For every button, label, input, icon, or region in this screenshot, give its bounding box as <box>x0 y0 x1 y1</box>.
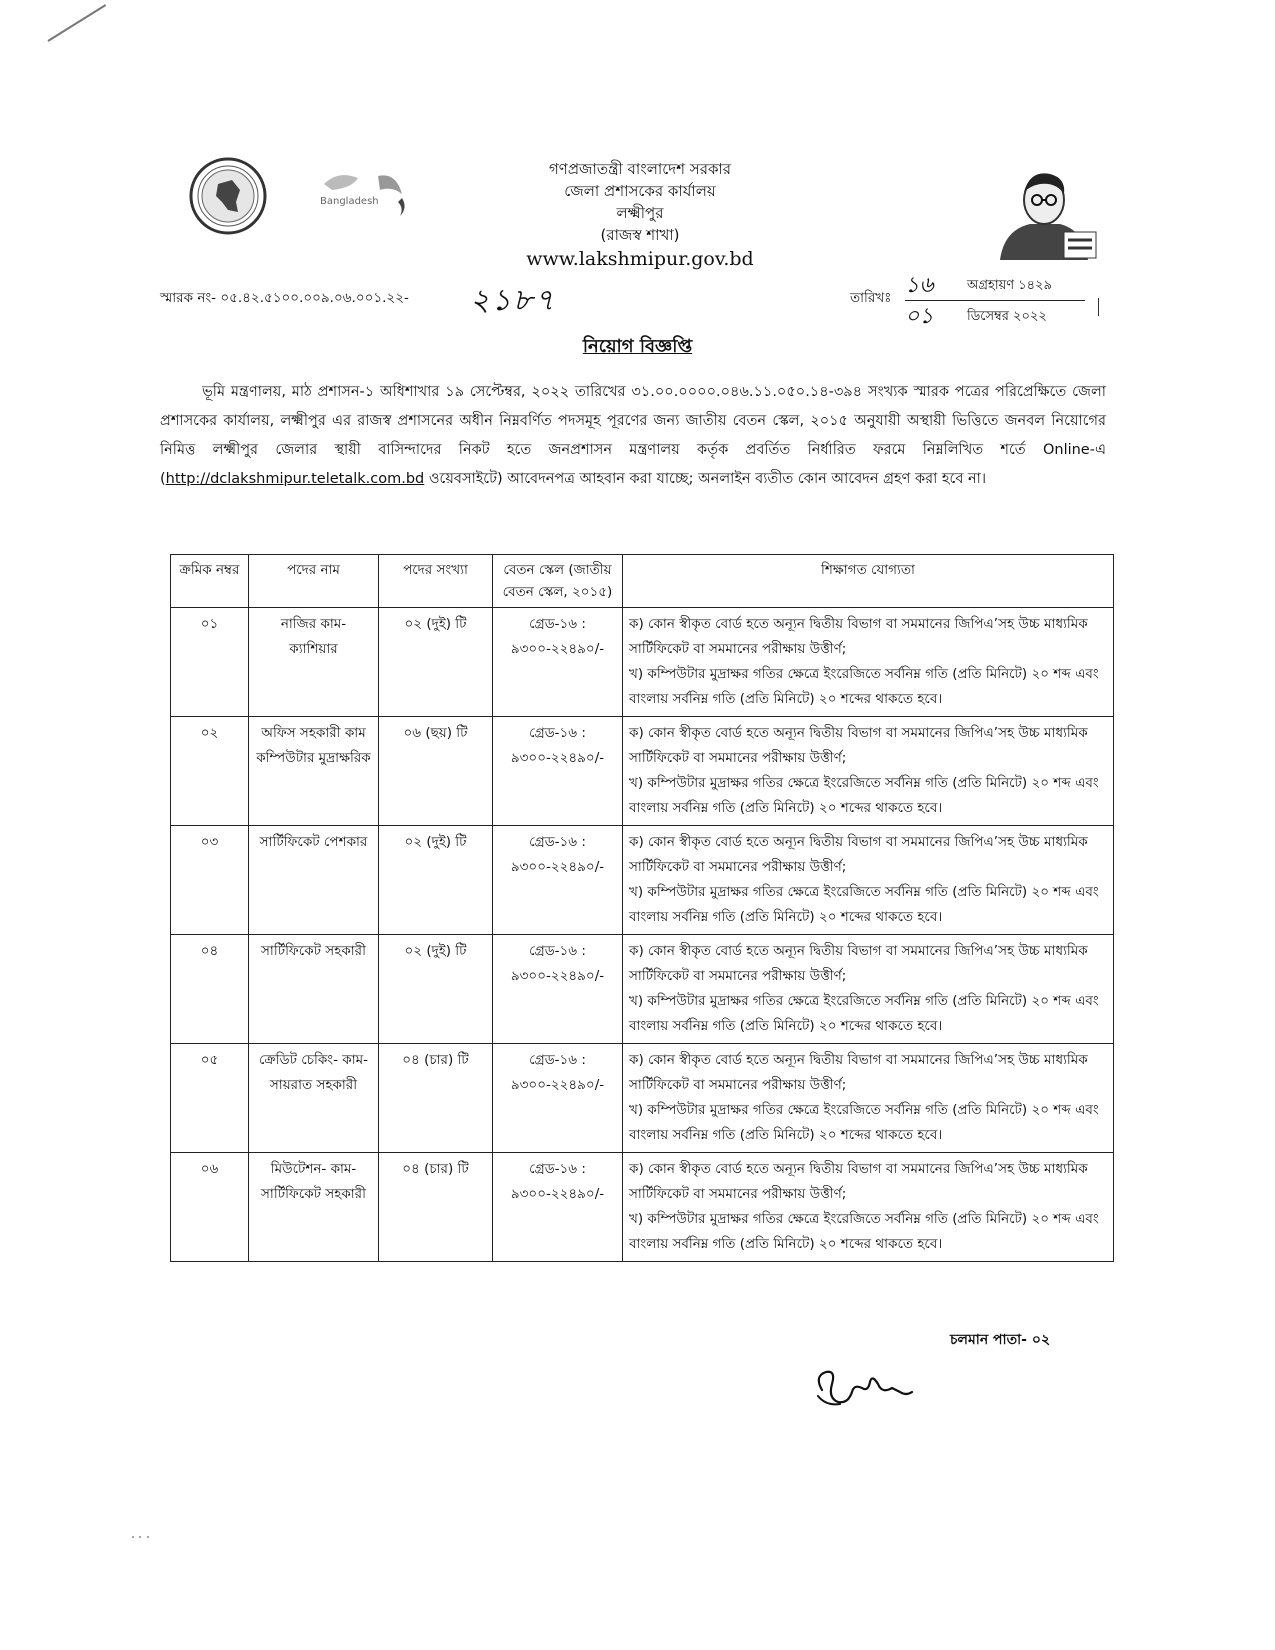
english-date-day: ০১ <box>905 304 934 329</box>
date-block <box>905 272 1070 329</box>
row-serial: ০২ <box>171 717 249 826</box>
row-grade: গ্রেড-১৬ : <box>529 616 586 632</box>
posts-table <box>170 554 1114 1262</box>
row-qualification <box>623 1153 1114 1262</box>
row-scale <box>493 935 623 1044</box>
qualification-a: ক) কোন স্বীকৃত বোর্ড হতে অন্যূন দ্বিতীয় বিভাগ বা সমমানের জিপিএ’সহ উচ্চ মাধ্যমিক সার্টিফিকেট বা সমমানের পরীক্ষায় উত্তীর্ণ; <box>629 1052 1088 1093</box>
memo-number-label: স্মারক নং- ০৫.৪২.৫১০০.০০৯.০৬.০০১.২২- <box>160 290 409 306</box>
header-line-district: লক্ষ্মীপুর <box>616 204 664 222</box>
row-scale <box>493 1044 623 1153</box>
row-count: ০৪ (চার) টি <box>379 1153 493 1262</box>
qualification-b: খ) কম্পিউটার মুদ্রাক্ষর গতির ক্ষেত্রে ইংরেজিতে সর্বনিম্ন গতি (প্রতি মিনিটে) ২০ শব্দ এবং বাংলায় সর্বনিম্ন গতি (প্রতি মিনিটে) ২০ শব্দের থাকতে হবে। <box>629 884 1099 925</box>
row-grade: গ্রেড-১৬ : <box>529 834 586 850</box>
row-grade: গ্রেড-১৬ : <box>529 1161 586 1177</box>
digital-bangladesh-logo <box>318 164 418 224</box>
row-scale <box>493 608 623 717</box>
qualification-a: ক) কোন স্বীকৃত বোর্ড হতে অন্যূন দ্বিতীয় বিভাগ বা সমমানের জিপিএ’সহ উচ্চ মাধ্যমিক সার্টিফিকেট বা সমমানের পরীক্ষায় উত্তীর্ণ; <box>629 1161 1088 1202</box>
header-line-govt: গণপ্রজাতন্ত্রী বাংলাদেশ সরকার <box>548 160 732 178</box>
row-post: সার্টিফিকেট পেশকার <box>249 826 379 935</box>
row-grade: গ্রেড-১৬ : <box>529 725 586 741</box>
table-header-row <box>171 555 1114 608</box>
row-grade: গ্রেড-১৬ : <box>529 1052 586 1068</box>
qualification-a: ক) কোন স্বীকৃত বোর্ড হতে অন্যূন দ্বিতীয় বিভাগ বা সমমানের জিপিএ’সহ উচ্চ মাধ্যমিক সার্টিফিকেট বা সমমানের পরীক্ষায় উত্তীর্ণ; <box>629 834 1088 875</box>
header-line-office: জেলা প্রশাসকের কার্যালয় <box>564 182 716 200</box>
scan-mark <box>47 4 106 42</box>
intro-paragraph: ভূমি মন্ত্রণালয়, মাঠ প্রশাসন-১ অধিশাখার ১৯ সেপ্টেম্বর, ২০২২ তারিখের ৩১.০০.০০০০.০৪৬.১১.০৫০.১৪-৩৯৪ সংখ্যক স্মারক পত্রের পরিপ্রেক্ষিতে জেলা প্রশাসকের কার্যালয়, লক্ষ্মীপুর এর রাজস্ব প্রশাসনের অধীন নিম্নবর্ণিত পদসমূহ পূরণের জন্য জাতীয় বেতন স্কেল, ২০১৫ অনুযায়ী অস্থায়ী ভিত্তিতে জনবল নিয়োগের নিমিত্ত লক্ষ্মীপুর জেলার স্থায়ী বাসিন্দাদের নিকট হতে জনপ্রশাসন মন্ত্রণালয় কর্তৃক প্রবর্তিত নির্ধারিত ফরমে নিম্নলিখিত শর্তে Online-এ (http://dclakshmipur.teletalk.com.bd ওয়েবসাইটে) আবেদনপত্র আহবান করা যাচ্ছে; অনলাইন ব্যতীত কোন আবেদন গ্রহণ করা হবে না। <box>160 384 1106 487</box>
row-scale <box>493 1153 623 1262</box>
header-qualification: শিক্ষাগত যোগ্যতা <box>623 555 1114 608</box>
row-serial: ০৩ <box>171 826 249 935</box>
qualification-b: খ) কম্পিউটার মুদ্রাক্ষর গতির ক্ষেত্রে ইংরেজিতে সর্বনিম্ন গতি (প্রতি মিনিটে) ২০ শব্দ এবং বাংলায় সর্বনিম্ন গতি (প্রতি মিনিটে) ২০ শব্দের থাকতে হবে। <box>629 1211 1099 1252</box>
row-count: ০২ (দুই) টি <box>379 935 493 1044</box>
row-post: সার্টিফিকেট সহকারী <box>249 935 379 1044</box>
row-pay: ৯৩০০-২২৪৯০/- <box>510 641 605 657</box>
row-post: নাজির কাম- ক্যাশিয়ার <box>249 608 379 717</box>
row-scale <box>493 717 623 826</box>
bangla-date-day: ১৬ <box>905 273 934 298</box>
table-row <box>171 935 1114 1044</box>
row-qualification <box>623 1044 1114 1153</box>
row-post: মিউটেশন- কাম- সার্টিফিকেট সহকারী <box>249 1153 379 1262</box>
row-serial: ০৫ <box>171 1044 249 1153</box>
header-count: পদের সংখ্যা <box>379 555 493 608</box>
table-row <box>171 1044 1114 1153</box>
government-seal-icon <box>188 156 268 236</box>
row-pay: ৯৩০০-২২৪৯০/- <box>510 1186 605 1202</box>
digital-logo-text: Bangladesh <box>320 196 379 207</box>
date-mark <box>1098 298 1099 316</box>
row-grade: গ্রেড-১৬ : <box>529 943 586 959</box>
row-qualification <box>623 826 1114 935</box>
header-post: পদের নাম <box>249 555 379 608</box>
office-header <box>430 158 850 270</box>
row-count: ০৬ (ছয়) টি <box>379 717 493 826</box>
scan-mark <box>130 1535 160 1539</box>
row-count: ০৪ (চার) টি <box>379 1044 493 1153</box>
page-title: নিয়োগ বিজ্ঞপ্তি <box>582 336 693 357</box>
table-row <box>171 826 1114 935</box>
table-row <box>171 1153 1114 1262</box>
row-serial: ০৬ <box>171 1153 249 1262</box>
qualification-b: খ) কম্পিউটার মুদ্রাক্ষর গতির ক্ষেত্রে ইংরেজিতে সর্বনিম্ন গতি (প্রতি মিনিটে) ২০ শব্দ এবং বাংলায় সর্বনিম্ন গতি (প্রতি মিনিটে) ২০ শব্দের থাকতে হবে। <box>629 993 1099 1034</box>
qualification-a: ক) কোন স্বীকৃত বোর্ড হতে অন্যূন দ্বিতীয় বিভাগ বা সমমানের জিপিএ’সহ উচ্চ মাধ্যমিক সার্টিফিকেট বা সমমানের পরীক্ষায় উত্তীর্ণ; <box>629 725 1088 766</box>
mujib-portrait-logo <box>980 160 1100 270</box>
table-row <box>171 717 1114 826</box>
qualification-b: খ) কম্পিউটার মুদ্রাক্ষর গতির ক্ষেত্রে ইংরেজিতে সর্বনিম্ন গতি (প্রতি মিনিটে) ২০ শব্দ এবং বাংলায় সর্বনিম্ন গতি (প্রতি মিনিটে) ২০ শব্দের থাকতে হবে। <box>629 775 1099 816</box>
row-qualification <box>623 717 1114 826</box>
row-pay: ৯৩০০-২২৪৯০/- <box>510 750 605 766</box>
row-post: অফিস সহকারী কাম কম্পিউটার মুদ্রাক্ষরিক <box>249 717 379 826</box>
header-serial: ক্রমিক নম্বর <box>171 555 249 608</box>
row-scale <box>493 826 623 935</box>
english-date-month-year: ডিসেম্বর ২০২২ <box>967 309 1047 324</box>
signature <box>808 1362 918 1412</box>
bangla-date-month-year: অগ্রহায়ণ ১৪২৯ <box>967 278 1053 293</box>
row-serial: ০১ <box>171 608 249 717</box>
row-qualification <box>623 935 1114 1044</box>
row-pay: ৯৩০০-২২৪৯০/- <box>510 968 605 984</box>
qualification-a: ক) কোন স্বীকৃত বোর্ড হতে অন্যূন দ্বিতীয় বিভাগ বা সমমানের জিপিএ’সহ উচ্চ মাধ্যমিক সার্টিফিকেট বা সমমানের পরীক্ষায় উত্তীর্ণ; <box>629 943 1088 984</box>
header-scale: বেতন স্কেল (জাতীয় বেতন স্কেল, ২০১৫) <box>493 555 623 608</box>
website-url: www.lakshmipur.gov.bd <box>526 248 754 270</box>
memo-handwritten-number: ২১৮৭ <box>470 283 556 318</box>
running-page-label: চলমান পাতা- ০২ <box>950 1332 1051 1348</box>
row-pay: ৯৩০০-২২৪৯০/- <box>510 1077 605 1093</box>
date-label: তারিখঃ <box>850 290 892 306</box>
row-count: ০২ (দুই) টি <box>379 826 493 935</box>
row-post: ক্রেডিট চেকিং- কাম- সায়রাত সহকারী <box>249 1044 379 1153</box>
row-qualification <box>623 608 1114 717</box>
row-count: ০২ (দুই) টি <box>379 608 493 717</box>
qualification-b: খ) কম্পিউটার মুদ্রাক্ষর গতির ক্ষেত্রে ইংরেজিতে সর্বনিম্ন গতি (প্রতি মিনিটে) ২০ শব্দ এবং বাংলায় সর্বনিম্ন গতি (প্রতি মিনিটে) ২০ শব্দের থাকতে হবে। <box>629 1102 1099 1143</box>
table-row <box>171 608 1114 717</box>
application-website-link[interactable]: http://dclakshmipur.teletalk.com.bd <box>165 471 425 487</box>
row-pay: ৯৩০০-২২৪৯০/- <box>510 859 605 875</box>
qualification-b: খ) কম্পিউটার মুদ্রাক্ষর গতির ক্ষেত্রে ইংরেজিতে সর্বনিম্ন গতি (প্রতি মিনিটে) ২০ শব্দ এবং বাংলায় সর্বনিম্ন গতি (প্রতি মিনিটে) ২০ শব্দের থাকতে হবে। <box>629 666 1099 707</box>
row-serial: ০৪ <box>171 935 249 1044</box>
qualification-a: ক) কোন স্বীকৃত বোর্ড হতে অন্যূন দ্বিতীয় বিভাগ বা সমমানের জিপিএ’সহ উচ্চ মাধ্যমিক সার্টিফিকেট বা সমমানের পরীক্ষায় উত্তীর্ণ; <box>629 616 1088 657</box>
header-line-branch: (রাজস্ব শাখা) <box>600 226 680 244</box>
